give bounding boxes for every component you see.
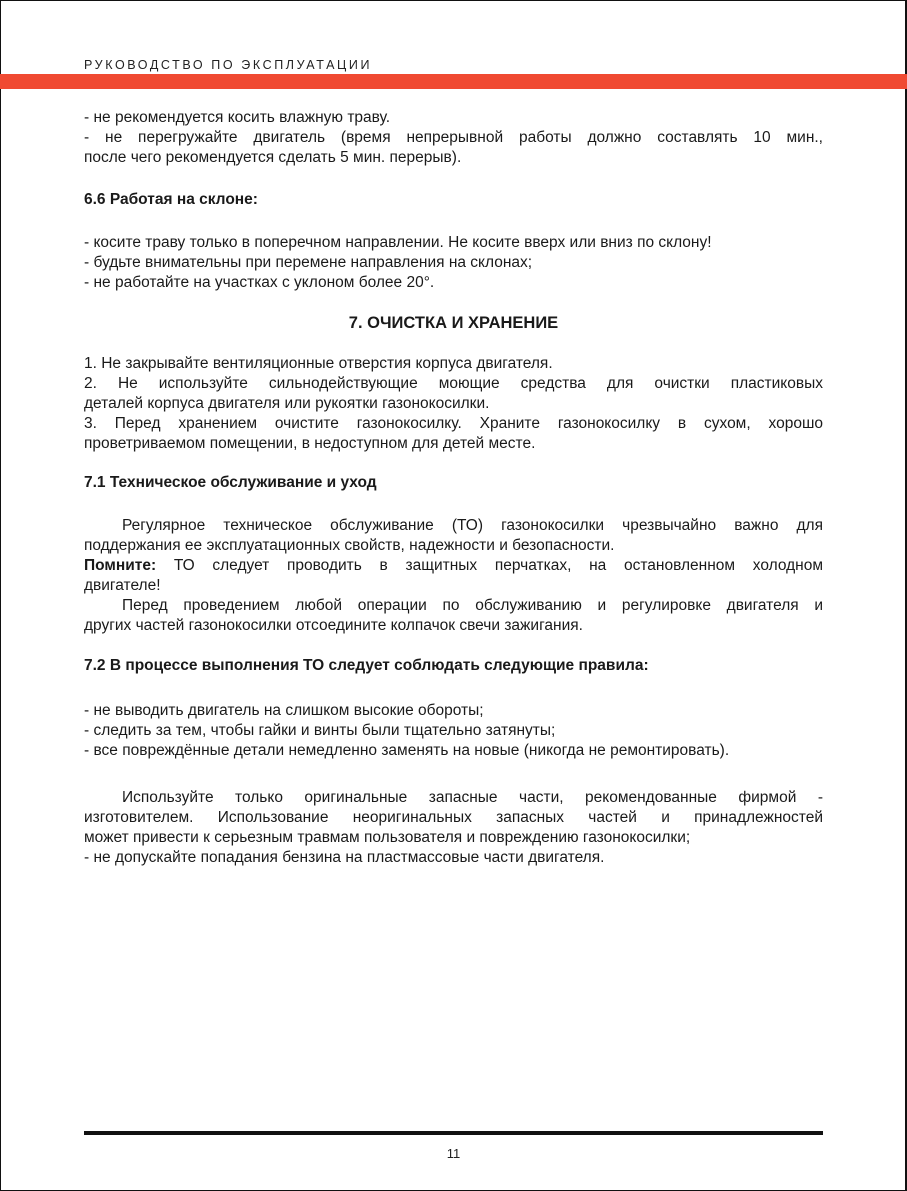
cleaning-item-1: 1. Не закрывайте вентиляционные отверстия корпуса двигателя. xyxy=(84,355,553,372)
section-7-heading: 7. ОЧИСТКА И ХРАНЕНИЕ xyxy=(348,314,559,332)
maintenance-paragraph-cont: поддержания ее эксплуатационных свойств, надежности и безопасности. xyxy=(84,537,615,554)
section-7-2-heading: 7.2 В процессе выполнения ТО следует соблюдать следующие правила: xyxy=(84,657,649,674)
running-header: РУКОВОДСТВО ПО ЭКСПЛУАТАЦИИ xyxy=(84,58,373,72)
slope-item-2: - будьте внимательны при перемене направления на склонах; xyxy=(84,254,533,271)
parts-paragraph-line-3: может привести к серьезным травмам пользователя и повреждению газонокосилки; xyxy=(84,829,691,846)
header-red-band xyxy=(0,74,907,89)
cleaning-item-2-cont: деталей корпуса двигателя или рукоятки газонокосилки. xyxy=(84,395,490,412)
page-number: 11 xyxy=(446,1146,461,1161)
remember-label: Помните: xyxy=(84,557,157,574)
intro-line-2: - не перегружайте двигатель (время непрерывной работы должно составлять 10 мин., xyxy=(84,129,823,146)
cleaning-item-2: 2. Не используйте сильнодействующие моющие средства для очистки пластиковых xyxy=(84,375,823,392)
intro-line-3: после чего рекомендуется сделать 5 мин. перерыв). xyxy=(84,149,462,166)
slope-item-1: - косите траву только в поперечном направлении. Не косите вверх или вниз по склону! xyxy=(84,234,712,251)
intro-line-1: - не рекомендуется косить влажную траву. xyxy=(84,109,391,126)
section-6-6-heading: 6.6 Работая на склоне: xyxy=(84,191,258,208)
page-content xyxy=(84,108,823,868)
parts-paragraph-line-4: - не допускайте попадания бензина на пластмассовые части двигателя. xyxy=(84,849,605,866)
footer-rule xyxy=(84,1131,823,1135)
maintenance-paragraph: Регулярное техническое обслуживание (ТО) газонокосилки чрезвычайно важно для xyxy=(122,517,823,534)
rule-item-3: - все повреждённые детали немедленно заменять на новые (никогда не ремонтировать). xyxy=(84,742,730,759)
slope-item-3: - не работайте на участках с уклоном более 20°. xyxy=(84,274,435,291)
rule-item-2: - следить за тем, чтобы гайки и винты были тщательно затянуты; xyxy=(84,722,556,739)
spark-plug-paragraph-cont: других частей газонокосилки отсоедините колпачок свечи зажигания. xyxy=(84,617,583,634)
cleaning-item-3: 3. Перед хранением очистите газонокосилку. Храните газонокосилку в сухом, хорошо xyxy=(84,415,823,432)
parts-paragraph: Используйте только оригинальные запасные части, рекомендованные фирмой - xyxy=(122,789,823,806)
remember-note-cont: двигателе! xyxy=(84,577,161,594)
remember-note xyxy=(84,556,823,576)
rule-item-1: - не выводить двигатель на слишком высокие обороты; xyxy=(84,702,484,719)
remember-text: ТО следует проводить в защитных перчатках, на остановленном холодном xyxy=(156,557,823,574)
parts-paragraph-line-2: изготовителем. Использование неоригинальных запасных частей и принадлежностей xyxy=(84,809,823,826)
section-7-1-heading: 7.1 Техническое обслуживание и уход xyxy=(84,474,377,491)
spark-plug-paragraph: Перед проведением любой операции по обслуживанию и регулировке двигателя и xyxy=(122,597,823,614)
cleaning-item-3-cont: проветриваемом помещении, в недоступном для детей месте. xyxy=(84,435,536,452)
